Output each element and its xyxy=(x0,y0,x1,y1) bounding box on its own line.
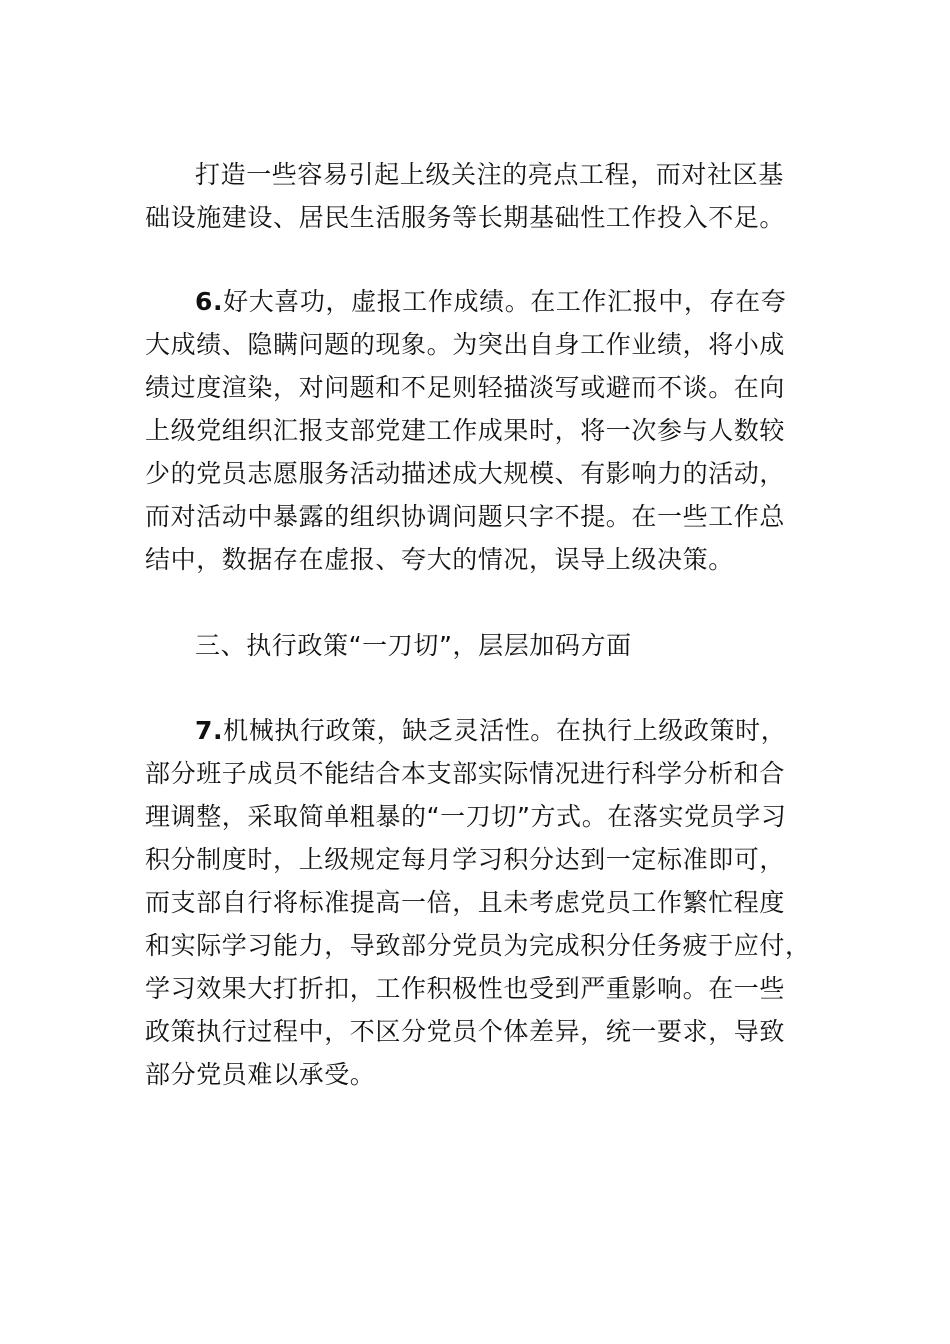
item-number: 7. xyxy=(195,716,224,745)
text-line: 学习效果大打折扣，工作积极性也受到严重影响。在一些 xyxy=(145,974,786,1003)
text-line: 理调整，采取简单粗暴的“一刀切”方式。在落实党员学习 xyxy=(145,802,787,831)
text-line: 础设施建设、居民生活服务等长期基础性工作投入不足。 xyxy=(145,203,786,232)
text-segment: 好大喜功，虚报工作成绩。在工作汇报中，存在夸 xyxy=(223,287,787,316)
text-line: 大成绩、隐瞒问题的现象。为突出自身工作业绩，将小成 xyxy=(145,330,786,359)
text-line: 而对活动中暴露的组织协调问题只字不提。在一些工作总 xyxy=(145,502,786,531)
text-line xyxy=(145,709,825,752)
text-line: 而支部自行将标准提高一倍，且未考虑党员工作繁忙程度 xyxy=(145,888,786,917)
text-line: 积分制度时，上级规定每月学习积分达到一定标准即可， xyxy=(145,845,786,874)
text-line: 打造一些容易引起上级关注的亮点工程，而对社区基 xyxy=(195,160,784,189)
text-line: 部分党员难以承受。 xyxy=(145,1060,376,1089)
text-line: 上级党组织汇报支部党建工作成果时，将一次参与人数较 xyxy=(145,416,786,445)
text-line: 少的党员志愿服务活动描述成大规模、有影响力的活动， xyxy=(145,459,786,488)
text-line xyxy=(145,280,825,323)
text-line: 政策执行过程中，不区分党员个体差异，统一要求，导致 xyxy=(145,1017,786,1046)
paragraph-item-7 xyxy=(145,709,825,1096)
section-heading-3 xyxy=(145,624,825,667)
text-line: 和实际学习能力，导致部分党员为完成积分任务疲于应付， xyxy=(145,931,811,960)
text-line: 结中，数据存在虚报、夸大的情况，误导上级决策。 xyxy=(145,545,734,574)
item-number: 6. xyxy=(195,287,224,316)
text-segment: 机械执行政策，缺乏灵活性。在执行上级政策时， xyxy=(223,716,787,745)
heading-line: 三、执行政策“一刀切”，层层加码方面 xyxy=(195,631,632,660)
text-line: 绩过度渲染，对问题和不足则轻描淡写或避而不谈。在向 xyxy=(145,373,786,402)
paragraph-item-6 xyxy=(145,280,825,581)
paragraph-continuation xyxy=(145,153,825,239)
text-line: 部分班子成员不能结合本支部实际情况进行科学分析和合 xyxy=(145,759,786,788)
